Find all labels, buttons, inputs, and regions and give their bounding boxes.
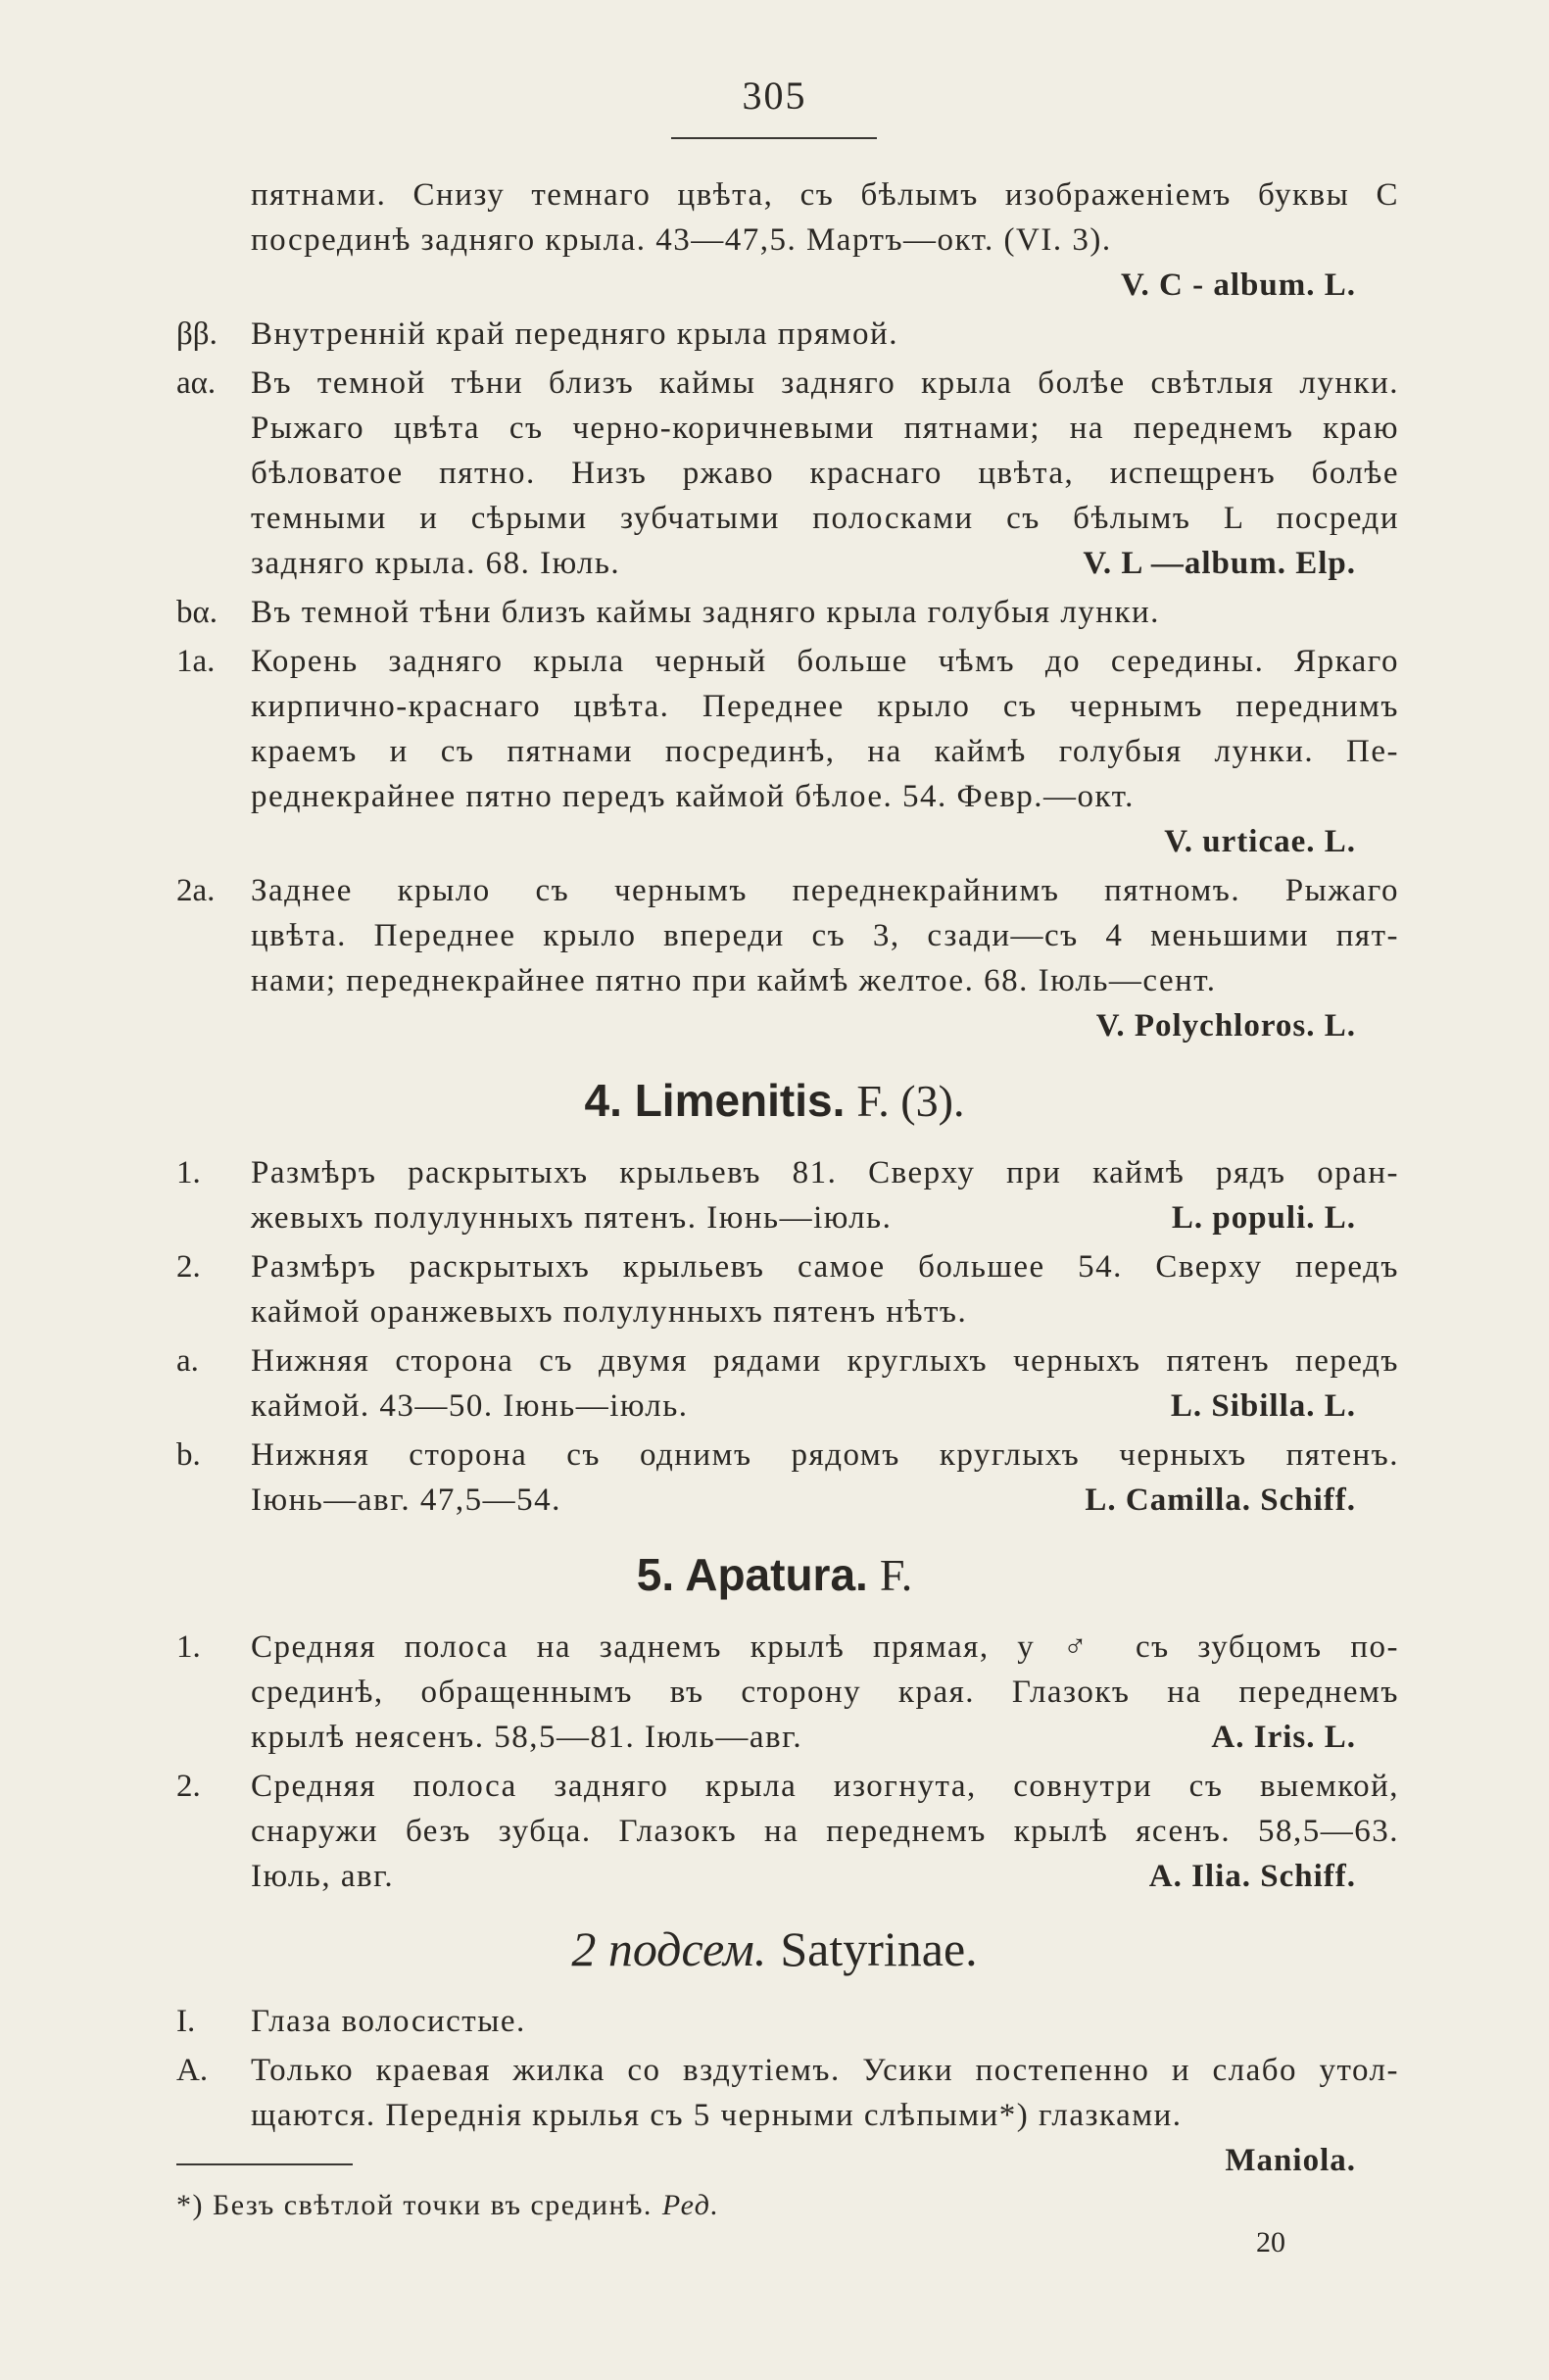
entry-line: Въ темной тѣни близъ каймы задняго крыла голубыя лунки. bbox=[251, 595, 1160, 630]
footnote-editor: Ред. bbox=[661, 2189, 720, 2221]
key-entry bbox=[0, 312, 1549, 357]
entry-body bbox=[251, 868, 1399, 1048]
entry-body bbox=[251, 1764, 1399, 1899]
entry-line: Средняя полоса задняго крыла изогнута, совнутри съ выемкой, bbox=[251, 1769, 1399, 1804]
genus-title: 5. Apatura. bbox=[636, 1549, 868, 1600]
species-name: Maniola. bbox=[1225, 2143, 1356, 2178]
key-entry bbox=[0, 590, 1549, 635]
entry-line: бѣловатое пятно. Низъ ржаво краснаго цвѣта, испещренъ болѣе bbox=[251, 456, 1399, 491]
entry-marker: 1. bbox=[176, 1629, 201, 1665]
entry-marker: aα. bbox=[176, 365, 217, 401]
subfamily-label: 2 подсем. bbox=[571, 1921, 767, 1976]
entry-line: каймой оранжевыхъ полулунныхъ пятенъ нѣтъ. bbox=[251, 1294, 968, 1330]
entry-body bbox=[251, 1150, 1399, 1240]
entry-marker: b. bbox=[176, 1437, 201, 1473]
entry-line: Заднее крыло съ чернымъ переднекрайнимъ пятномъ. Рыжаго bbox=[251, 873, 1399, 908]
entry-line-with-name bbox=[251, 1384, 1399, 1429]
key-entry bbox=[0, 868, 1549, 1048]
entry-line-with-name bbox=[251, 1715, 1399, 1760]
key-entry bbox=[0, 1338, 1549, 1429]
entries-limenitis bbox=[0, 1150, 1549, 1523]
entry-body bbox=[251, 1999, 1399, 2044]
entries-apatura bbox=[0, 1625, 1549, 1899]
key-entry bbox=[0, 1625, 1549, 1760]
entry-marker: A. bbox=[176, 2053, 209, 2088]
entry-line-with-name bbox=[251, 1195, 1399, 1240]
footnote-text: *) Безъ свѣтлой точки въ срединѣ. bbox=[176, 2189, 653, 2221]
entry-line: Нижняя сторона съ двумя рядами круглыхъ черныхъ пятенъ передъ bbox=[251, 1343, 1399, 1379]
key-entry bbox=[0, 1764, 1549, 1899]
entry-marker: 1a. bbox=[176, 644, 216, 679]
entries-satyrinae bbox=[0, 1999, 1549, 2183]
entry-body bbox=[251, 639, 1399, 864]
entry-line: Размѣръ раскрытыхъ крыльевъ самое большее 54. Сверху передъ bbox=[251, 1249, 1399, 1285]
entry-line: снаружи безъ зубца. Глазокъ на переднемъ крылѣ ясенъ. 58,5—63. bbox=[251, 1814, 1399, 1849]
genus-author: F. (3). bbox=[856, 1076, 965, 1126]
entry-line: посрединѣ задняго крыла. 43—47,5. Мартъ—окт. (VI. 3). bbox=[251, 222, 1112, 258]
signature-mark: 20 bbox=[1256, 2226, 1285, 2259]
entry-line: Рыжаго цвѣта съ черно-коричневыми пятнами; на переднемъ краю bbox=[251, 411, 1399, 446]
species-name: L. Camilla. Schiff. bbox=[1085, 1482, 1356, 1518]
entry-body bbox=[251, 2048, 1399, 2183]
entry-marker: 2. bbox=[176, 1249, 201, 1285]
entry-line-with-name bbox=[251, 541, 1399, 586]
entry-line: Внутреннiй край передняго крыла прямой. bbox=[251, 316, 898, 352]
species-name-row bbox=[251, 2138, 1399, 2183]
entry-body bbox=[251, 590, 1399, 635]
entry-line: срединѣ, обращеннымъ въ сторону края. Глазокъ на переднемъ bbox=[251, 1675, 1399, 1710]
species-name: A. Iris. L. bbox=[1211, 1720, 1356, 1755]
species-name: V. C - album. L. bbox=[1120, 267, 1356, 303]
species-name-row bbox=[251, 263, 1399, 308]
entry-line: реднекрайнее пятно передъ каймой бѣлое. 54. Февр.—окт. bbox=[251, 779, 1135, 814]
entry-line: Въ темной тѣни близъ каймы задняго крыла болѣе свѣтлыя лунки. bbox=[251, 365, 1399, 401]
entry-line: Размѣръ раскрытыхъ крыльевъ 81. Сверху при каймѣ рядъ оран- bbox=[251, 1155, 1399, 1190]
entry-body bbox=[251, 1338, 1399, 1429]
genus-author: F. bbox=[879, 1550, 913, 1600]
entry-marker: I. bbox=[176, 2004, 196, 2039]
species-name: V. urticae. L. bbox=[1164, 824, 1356, 859]
entry-body bbox=[251, 312, 1399, 357]
key-entry bbox=[0, 639, 1549, 864]
entry-marker: 1. bbox=[176, 1155, 201, 1190]
species-name: V. L —album. Elp. bbox=[1083, 546, 1356, 581]
entry-body bbox=[251, 1433, 1399, 1523]
entry-line: Средняя полоса на заднемъ крылѣ прямая, у ♂ съ зубцомъ по- bbox=[251, 1629, 1399, 1665]
entry-line: цвѣта. Переднее крыло впереди съ 3, сзади—съ 4 меньшими пят- bbox=[251, 918, 1399, 953]
entry-body bbox=[251, 172, 1399, 308]
entry-body bbox=[251, 361, 1399, 586]
entry-marker: ββ. bbox=[176, 316, 218, 352]
entry-line: крылѣ неясенъ. 58,5—81. Iюль—авг. bbox=[251, 1720, 803, 1755]
subfamily-name: Satyrinae. bbox=[780, 1921, 978, 1976]
footnote-rule bbox=[176, 2163, 353, 2165]
key-entry bbox=[0, 1150, 1549, 1240]
page-number-rule bbox=[671, 137, 877, 139]
entry-line: Iюнь—авг. 47,5—54. bbox=[251, 1482, 561, 1518]
key-entry bbox=[0, 1433, 1549, 1523]
entry-line: задняго крыла. 68. Iюль. bbox=[251, 546, 621, 581]
page-content bbox=[0, 172, 1549, 2187]
entry-body bbox=[251, 1244, 1399, 1335]
entry-line: краемъ и съ пятнами посрединѣ, на каймѣ голубыя лунки. Пе- bbox=[251, 734, 1399, 769]
species-name-row bbox=[251, 1003, 1399, 1048]
key-entry bbox=[0, 1999, 1549, 2044]
genus-heading-apatura bbox=[0, 1548, 1549, 1601]
entry-line: Iюль, авг. bbox=[251, 1859, 395, 1894]
entry-line-with-name bbox=[251, 1854, 1399, 1899]
entry-line: кирпично-краснаго цвѣта. Переднее крыло съ чернымъ переднимъ bbox=[251, 689, 1399, 724]
entry-line: Только краевая жилка со вздутiемъ. Усики постепенно и слабо утол- bbox=[251, 2053, 1399, 2088]
entry-line: пятнами. Снизу темнаго цвѣта, съ бѣлымъ изображенiемъ буквы С bbox=[251, 177, 1399, 213]
key-entry bbox=[0, 1244, 1549, 1335]
genus-heading-limenitis bbox=[0, 1074, 1549, 1127]
entry-line-with-name bbox=[251, 1478, 1399, 1523]
entry-line: Глаза волосистые. bbox=[251, 2004, 526, 2039]
entry-line-with-name bbox=[251, 1289, 1399, 1335]
entry-line: нами; переднекрайнее пятно при каймѣ желтое. 68. Iюль—сент. bbox=[251, 963, 1217, 998]
entry-marker: 2a. bbox=[176, 873, 216, 908]
species-name: V. Polychloros. L. bbox=[1095, 1008, 1356, 1044]
entry-line: жевыхъ полулунныхъ пятенъ. Iюнь—iюль. bbox=[251, 1200, 893, 1236]
species-name: L. Sibilla. L. bbox=[1170, 1388, 1356, 1424]
entry-marker: a. bbox=[176, 1343, 199, 1379]
page-number: 305 bbox=[742, 73, 807, 118]
entry-marker: bα. bbox=[176, 595, 218, 630]
genus-title: 4. Limenitis. bbox=[584, 1075, 846, 1126]
species-name: L. populi. L. bbox=[1171, 1200, 1356, 1236]
entry-line: темными и сѣрыми зубчатыми полосками съ бѣлымъ L посреди bbox=[251, 501, 1399, 536]
key-entry bbox=[0, 361, 1549, 586]
footnote bbox=[176, 2189, 719, 2222]
entry-line: Нижняя сторона съ однимъ рядомъ круглыхъ черныхъ пятенъ. bbox=[251, 1437, 1399, 1473]
entry-line: каймой. 43—50. Iюнь—iюль. bbox=[251, 1388, 689, 1424]
subfamily-heading bbox=[0, 1920, 1549, 1977]
species-name-row bbox=[251, 819, 1399, 864]
entry-line: щаются. Переднiя крылья съ 5 черными слѣпыми*) глазками. bbox=[251, 2098, 1183, 2133]
entry-body bbox=[251, 1625, 1399, 1760]
species-name: A. Ilia. Schiff. bbox=[1148, 1859, 1356, 1894]
key-entry bbox=[0, 172, 1549, 308]
entries-vanessa bbox=[0, 172, 1549, 1048]
entry-line: Корень задняго крыла черный больше чѣмъ до середины. Яркаго bbox=[251, 644, 1399, 679]
entry-marker: 2. bbox=[176, 1769, 201, 1804]
